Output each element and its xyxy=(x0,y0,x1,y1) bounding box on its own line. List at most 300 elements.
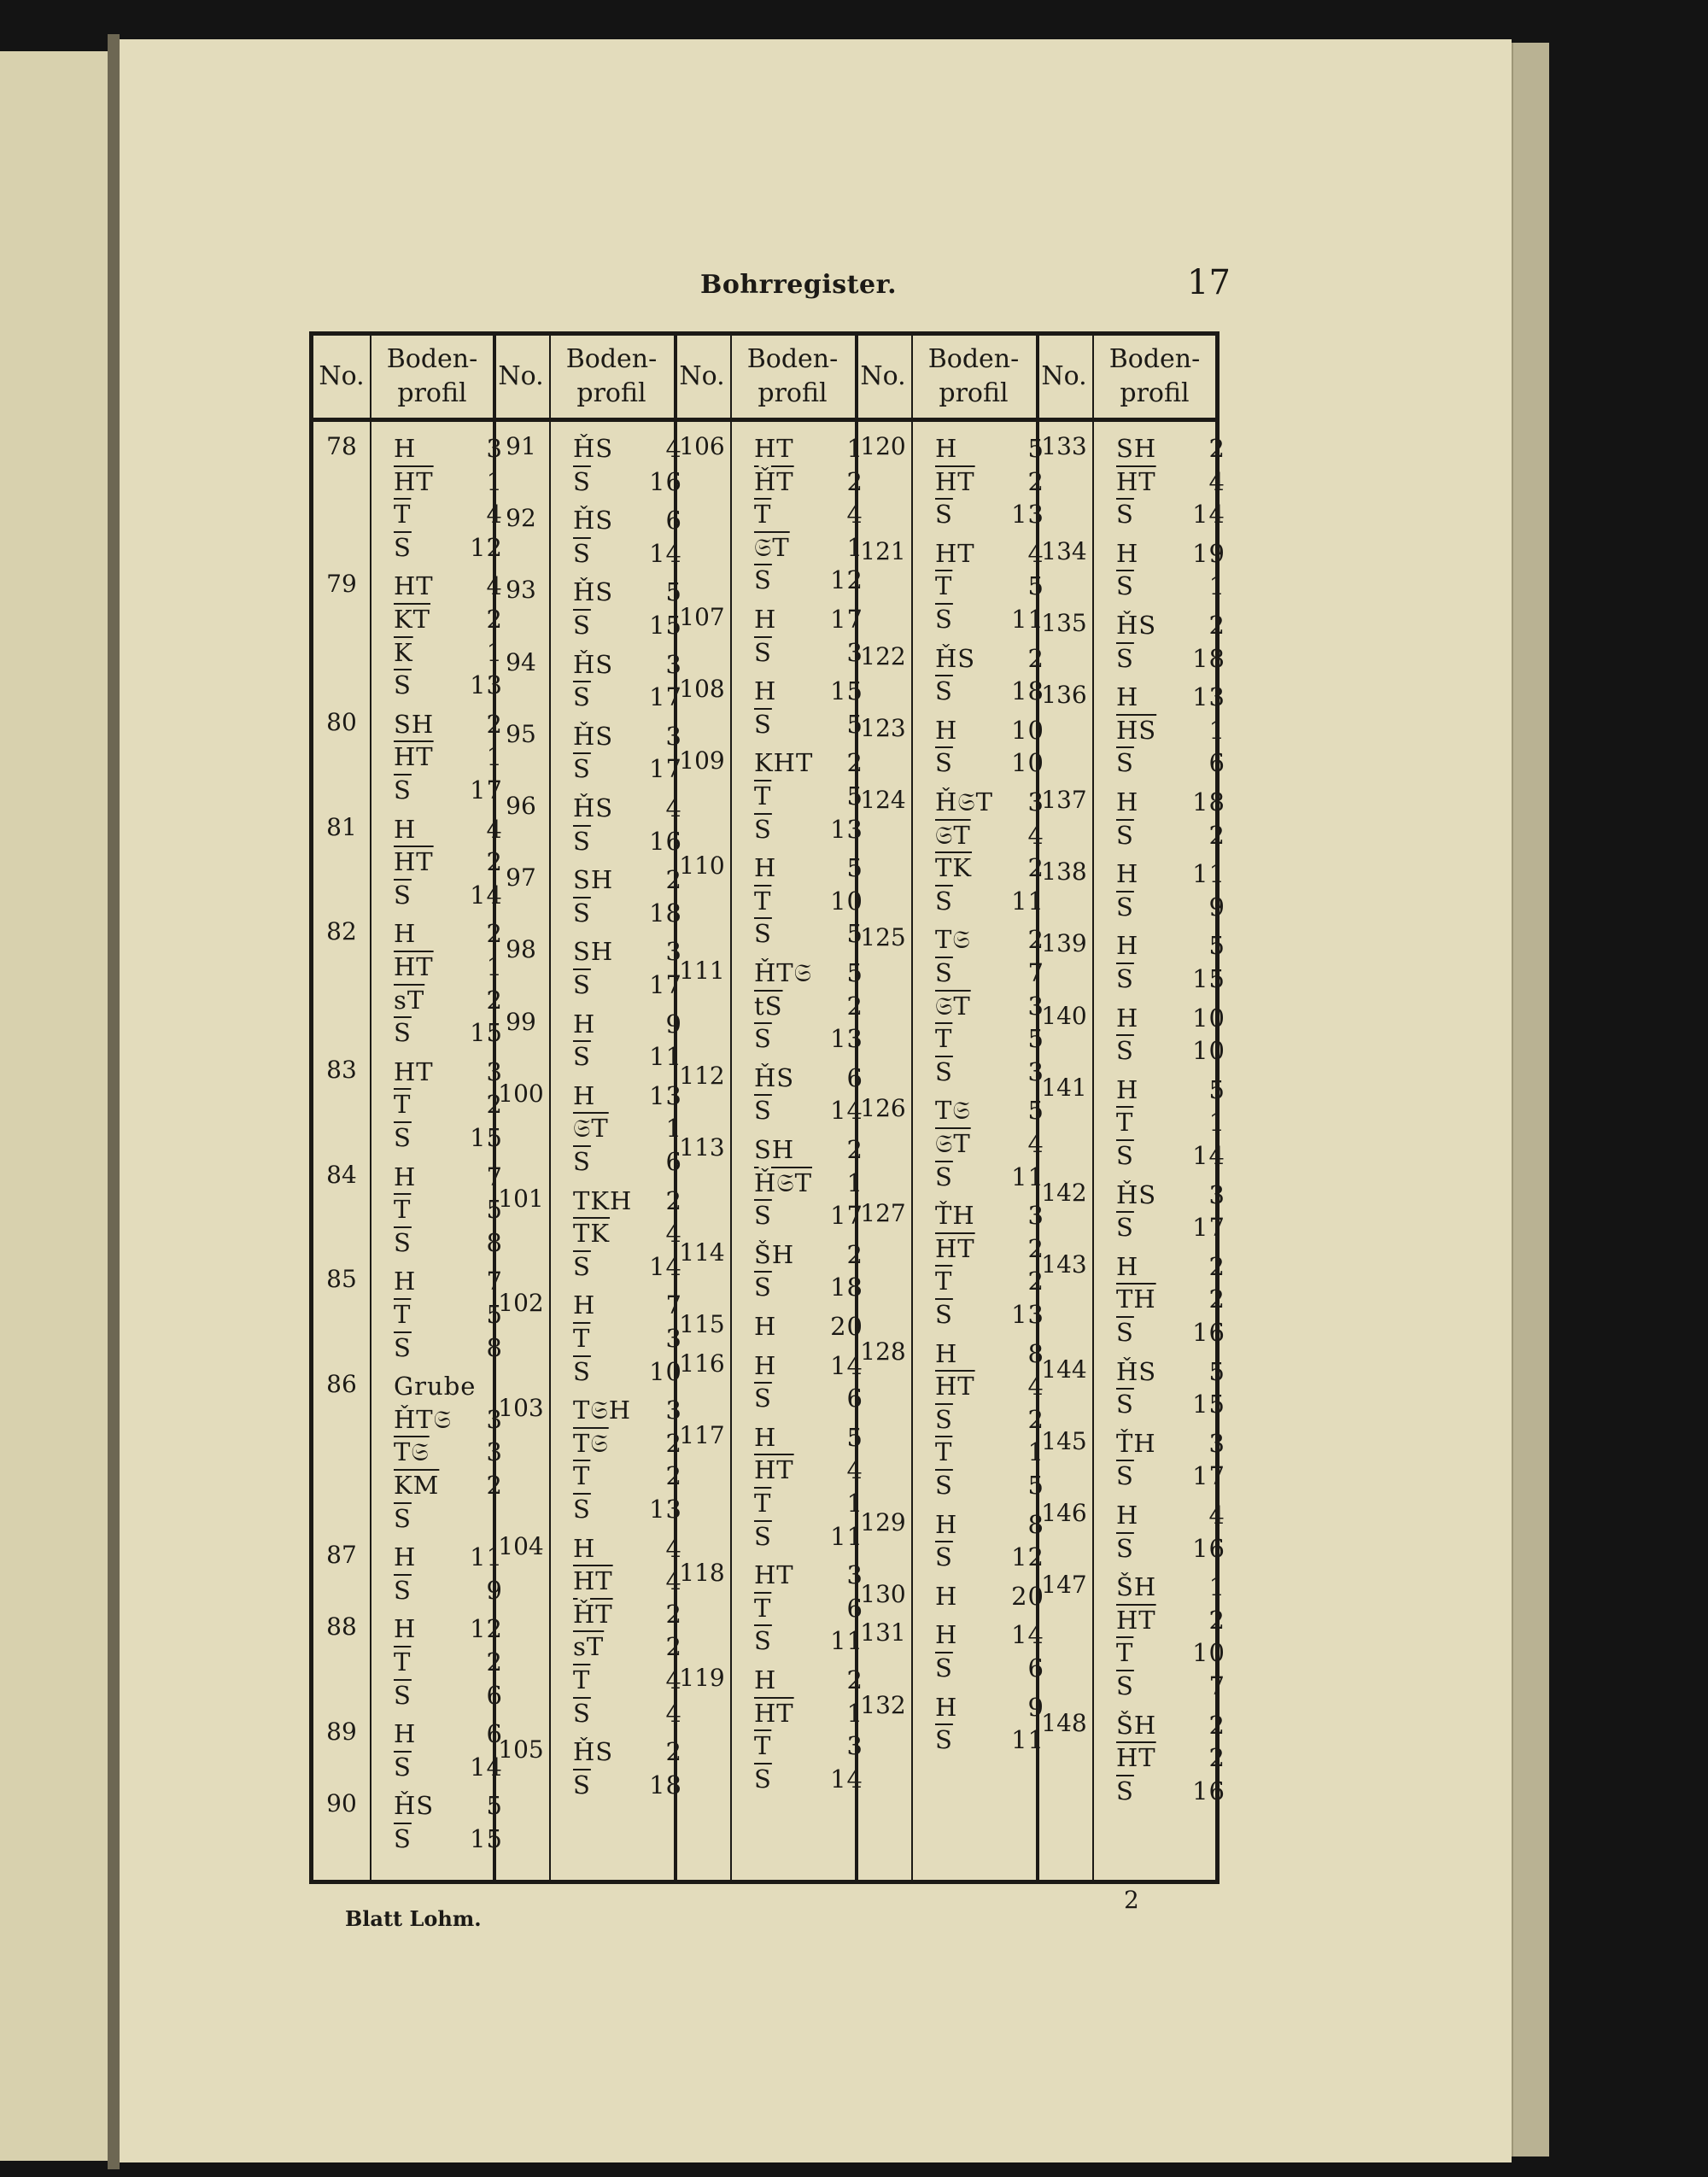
soil-code: $\overline{S}$ xyxy=(754,919,772,949)
profile-layer xyxy=(1116,714,1225,747)
profile-layer xyxy=(573,1664,682,1697)
layer-thickness: 5 xyxy=(846,709,863,739)
soil-profile xyxy=(1116,1571,1225,1702)
bore-number: 135 xyxy=(1041,609,1087,637)
no-divider xyxy=(1092,336,1094,1880)
page-number: 17 xyxy=(1187,263,1231,302)
layer-thickness: 15 xyxy=(830,676,863,706)
layer-thickness: 14 xyxy=(1192,1140,1225,1170)
page-title: Bohrregister. xyxy=(700,270,898,300)
profile-layer xyxy=(573,1289,682,1322)
soil-profile xyxy=(754,1349,863,1415)
no-divider xyxy=(370,336,371,1880)
profile-layer xyxy=(1116,1775,1225,1808)
layer-thickness: 5 xyxy=(846,781,863,811)
profile-layer xyxy=(394,1718,503,1751)
layer-thickness: 2 xyxy=(665,1461,682,1491)
layer-thickness: 14 xyxy=(649,538,682,568)
profile-layer xyxy=(1116,1139,1225,1173)
profile-layer xyxy=(1116,681,1225,714)
profile-layer xyxy=(573,465,682,499)
bore-number: 126 xyxy=(860,1094,906,1123)
soil-code: $\overline{ȞT}$ xyxy=(573,1599,613,1629)
layer-thickness: 2 xyxy=(1208,1251,1225,1281)
profile-layer xyxy=(1116,963,1225,996)
soil-profile xyxy=(573,432,682,498)
soil-code: $\overline{S}$ xyxy=(935,1299,953,1329)
profile-layer xyxy=(754,990,863,1023)
profile-layer xyxy=(573,432,682,465)
soil-code: $\overline{S}$ xyxy=(394,670,412,700)
layer-thickness: 4 xyxy=(1027,1372,1044,1402)
layer-thickness: 1 xyxy=(846,1488,863,1518)
soil-code: $\overline{HT}$ xyxy=(1116,1743,1156,1773)
soil-code: 𝔖T xyxy=(935,820,971,850)
soil-profile xyxy=(394,432,503,564)
soil-code: $\overline{S}$ xyxy=(394,1575,412,1605)
soil-code: ȞS xyxy=(1116,611,1157,640)
soil-code: $\overline{T}$ xyxy=(754,1731,772,1761)
profile-layer xyxy=(1116,1283,1225,1316)
bore-number: 79 xyxy=(326,570,357,599)
profile-layer xyxy=(573,792,682,825)
profile-layer xyxy=(573,1185,682,1218)
bore-number: 108 xyxy=(679,675,725,704)
bore-number: 91 xyxy=(506,432,536,460)
bore-number: 89 xyxy=(326,1718,357,1747)
soil-profile xyxy=(1116,786,1225,851)
profile-layer xyxy=(394,1823,503,1856)
profile-layer xyxy=(1116,570,1225,603)
soil-code: SH xyxy=(573,865,614,895)
profile-layer xyxy=(1116,642,1225,676)
soil-code: $\overline{S}$ xyxy=(935,1725,953,1755)
profile-layer xyxy=(394,1751,503,1784)
soil-code: H xyxy=(1116,538,1139,568)
bore-number: 84 xyxy=(326,1160,357,1189)
soil-code: $\overline{T}$ xyxy=(935,1024,953,1054)
soil-code: HT xyxy=(754,434,794,463)
soil-code: $\overline{S}$ xyxy=(573,826,591,856)
layer-thickness: 6 xyxy=(665,1146,682,1176)
profile-layer xyxy=(1116,746,1225,780)
soil-code: $\overline{S}$ xyxy=(935,957,953,987)
layer-thickness: 4 xyxy=(1027,1128,1044,1158)
soil-profile xyxy=(1116,1074,1225,1173)
profile-layer xyxy=(573,720,682,753)
profile-layer xyxy=(754,813,863,846)
profile-layer xyxy=(754,1271,863,1304)
no-divider xyxy=(730,336,732,1880)
layer-thickness: 2 xyxy=(1027,853,1044,883)
layer-thickness: 15 xyxy=(470,1823,503,1853)
soil-code: H xyxy=(754,1350,777,1380)
bore-number: 127 xyxy=(860,1199,906,1228)
layer-thickness: 10 xyxy=(830,886,863,916)
profile-layer xyxy=(754,675,863,708)
soil-code: H xyxy=(754,853,777,883)
profile-layer xyxy=(573,863,682,897)
profile-layer xyxy=(754,780,863,813)
bore-number: 88 xyxy=(326,1612,357,1642)
layer-thickness: 7 xyxy=(486,1267,503,1296)
soil-code: $\overline{S}$ xyxy=(573,1251,591,1281)
layer-thickness: 8 xyxy=(486,1332,503,1362)
soil-code: H xyxy=(754,1312,777,1341)
layer-thickness: 3 xyxy=(846,1560,863,1590)
profile-layer xyxy=(935,851,1044,885)
profile-layer xyxy=(394,531,503,565)
layer-thickness: 5 xyxy=(1027,571,1044,601)
layer-thickness: 11 xyxy=(1011,886,1044,916)
soil-code: $\overline{HT}$ xyxy=(573,1566,613,1596)
layer-thickness: 14 xyxy=(830,1350,863,1380)
profile-layer xyxy=(1116,1670,1225,1703)
profile-layer xyxy=(935,1541,1044,1574)
soil-code: T𝔖H xyxy=(573,1396,631,1425)
layer-thickness: 15 xyxy=(470,1122,503,1152)
soil-code: H xyxy=(935,1581,958,1611)
profile-layer xyxy=(754,746,863,780)
profile-layer xyxy=(1116,1709,1225,1742)
layer-thickness: 6 xyxy=(665,506,682,535)
soil-code: ȞS xyxy=(935,643,976,673)
layer-thickness: 2 xyxy=(486,847,503,877)
profile-layer xyxy=(573,1080,682,1113)
profile-layer xyxy=(573,825,682,858)
soil-code: $\overline{TK}$ xyxy=(573,1219,611,1249)
layer-thickness: 17 xyxy=(470,775,503,805)
soil-code: $\overline{T}$ xyxy=(754,781,772,811)
bore-number: 94 xyxy=(506,647,536,676)
soil-profile xyxy=(935,1691,1044,1757)
layer-thickness: 1 xyxy=(846,532,863,562)
bore-number: 99 xyxy=(506,1007,536,1036)
header-soil-profile: Boden- profil xyxy=(746,343,839,408)
profile-layer xyxy=(394,1646,503,1679)
soil-profile xyxy=(1116,609,1225,675)
layer-thickness: 10 xyxy=(1192,1036,1225,1066)
soil-code: $\overline{S}$ xyxy=(935,1653,953,1682)
profile-layer xyxy=(935,1298,1044,1331)
bore-register-table xyxy=(309,331,1225,1884)
profile-layer xyxy=(754,851,863,885)
bore-number: 110 xyxy=(679,851,725,881)
soil-code: $\overline{S}$ xyxy=(573,1494,591,1524)
soil-profile xyxy=(935,1618,1044,1684)
profile-layer xyxy=(754,1664,863,1697)
bore-number: 141 xyxy=(1041,1073,1087,1102)
bore-number: 106 xyxy=(679,432,725,460)
soil-code: $\overline{T}$ xyxy=(754,886,772,916)
soil-code: $\overline{S}$ xyxy=(754,1521,772,1551)
profile-layer xyxy=(754,1624,863,1658)
bore-number: 78 xyxy=(326,432,357,460)
bore-number: 96 xyxy=(506,792,536,820)
soil-code: $\overline{S}$ xyxy=(935,676,953,706)
profile-layer xyxy=(754,564,863,597)
register-column xyxy=(1036,422,1225,1880)
layer-thickness: 2 xyxy=(486,919,503,949)
soil-code: $\overline{HT}$ xyxy=(394,466,434,496)
layer-thickness: 6 xyxy=(1027,1653,1044,1682)
layer-thickness: 19 xyxy=(1192,538,1225,568)
profile-layer xyxy=(754,1238,863,1272)
soil-code: H xyxy=(1116,1501,1139,1530)
profile-layer xyxy=(1116,465,1225,499)
layer-thickness: 2 xyxy=(486,1470,503,1500)
layer-thickness: 2 xyxy=(1027,1267,1044,1296)
soil-code: ȞS xyxy=(754,1062,795,1092)
layer-thickness: 1 xyxy=(846,1168,863,1197)
bore-number: 93 xyxy=(506,576,536,605)
soil-code: ȞS xyxy=(573,721,614,751)
soil-profile xyxy=(754,957,863,1056)
soil-profile xyxy=(1116,1427,1225,1493)
layer-thickness: 4 xyxy=(846,500,863,530)
soil-code: SH xyxy=(1116,434,1157,463)
profile-layer xyxy=(754,1520,863,1554)
profile-layer xyxy=(754,1559,863,1592)
layer-thickness: 18 xyxy=(649,898,682,928)
bore-number: 139 xyxy=(1041,929,1087,958)
profile-layer xyxy=(573,1735,682,1769)
soil-profile xyxy=(573,1735,682,1801)
soil-profile xyxy=(573,792,682,857)
layer-thickness: 11 xyxy=(830,1521,863,1551)
layer-thickness: 3 xyxy=(1027,787,1044,816)
profile-layer xyxy=(394,1789,503,1823)
layer-thickness: 5 xyxy=(1208,1356,1225,1386)
profile-layer xyxy=(935,1161,1044,1194)
layer-thickness: 3 xyxy=(1027,991,1044,1021)
bore-number: 81 xyxy=(326,812,357,841)
profile-layer xyxy=(935,957,1044,990)
soil-code: H xyxy=(754,1422,777,1452)
soil-code: $\overline{T}$ xyxy=(573,1665,591,1694)
bore-number: 118 xyxy=(679,1559,725,1588)
soil-code: H xyxy=(935,1620,958,1650)
layer-thickness: 16 xyxy=(1192,1317,1225,1347)
bore-number: 147 xyxy=(1041,1571,1087,1600)
layer-thickness: 2 xyxy=(1208,1285,1225,1314)
layer-thickness: 2 xyxy=(1208,820,1225,850)
profile-layer xyxy=(935,1022,1044,1056)
layer-thickness: 1 xyxy=(846,434,863,463)
profile-layer xyxy=(754,531,863,565)
soil-code: T𝔖 xyxy=(935,1096,971,1126)
profile-layer xyxy=(1116,786,1225,819)
soil-profile xyxy=(573,720,682,786)
header-no: No. xyxy=(319,360,365,391)
layer-thickness: 9 xyxy=(1027,1692,1044,1722)
profile-layer xyxy=(1116,1571,1225,1604)
soil-profile xyxy=(754,1238,863,1304)
soil-code: H xyxy=(1116,682,1139,712)
bore-number: 123 xyxy=(860,713,906,742)
profile-layer xyxy=(394,498,503,531)
profile-layer xyxy=(1116,432,1225,465)
soil-code: $\overline{S}$ xyxy=(573,1042,591,1072)
profile-layer xyxy=(394,740,503,774)
layer-thickness: 2 xyxy=(1027,1233,1044,1263)
profile-layer xyxy=(935,786,1044,819)
soil-profile xyxy=(935,432,1044,531)
profile-layer xyxy=(1116,1355,1225,1389)
soil-code: $\overline{KM}$ xyxy=(394,1470,440,1500)
soil-profile xyxy=(1116,681,1225,780)
soil-code: $\overline{S}$ xyxy=(754,1384,772,1413)
layer-thickness: 11 xyxy=(1011,604,1044,634)
soil-code: H xyxy=(394,1614,417,1644)
bore-number: 146 xyxy=(1041,1499,1087,1527)
layer-thickness: 8 xyxy=(486,1227,503,1257)
soil-code: $\overline{S}$ xyxy=(1116,643,1134,673)
soil-code: $\overline{S}$ xyxy=(935,748,953,778)
layer-thickness: 4 xyxy=(665,1219,682,1249)
soil-profile xyxy=(573,576,682,641)
layer-thickness: 15 xyxy=(1192,963,1225,993)
bore-number: 116 xyxy=(679,1349,725,1378)
soil-code: $\overline{S}$ xyxy=(394,1227,412,1257)
soil-code: ŠH xyxy=(1116,1572,1157,1602)
bore-number: 121 xyxy=(860,536,906,565)
header-soil-profile: Boden- profil xyxy=(927,343,1020,408)
soil-code: ȞT𝔖 xyxy=(394,1404,452,1434)
soil-profile xyxy=(1116,1709,1225,1808)
layer-thickness: 5 xyxy=(1208,931,1225,961)
profile-layer xyxy=(935,603,1044,636)
layer-thickness: 3 xyxy=(665,721,682,751)
layer-thickness: 2 xyxy=(846,1665,863,1694)
soil-code: ȞS xyxy=(394,1791,435,1821)
profile-layer xyxy=(573,1040,682,1074)
layer-thickness: 2 xyxy=(665,865,682,895)
soil-code: $\overline{T}$ xyxy=(394,500,412,530)
layer-thickness: 4 xyxy=(1027,820,1044,850)
profile-layer xyxy=(573,1493,682,1526)
layer-thickness: 11 xyxy=(830,1626,863,1656)
soil-profile xyxy=(573,504,682,570)
soil-code: $\overline{tS}$ xyxy=(754,991,783,1021)
layer-thickness: 10 xyxy=(1011,748,1044,778)
layer-thickness: 6 xyxy=(846,1384,863,1413)
column-divider xyxy=(493,336,496,1880)
layer-thickness: 6 xyxy=(486,1680,503,1710)
layer-thickness: 4 xyxy=(1027,538,1044,568)
layer-thickness: 1 xyxy=(665,1114,682,1144)
soil-profile xyxy=(1116,929,1225,995)
layer-thickness: 2 xyxy=(665,1599,682,1629)
soil-code: $\overline{S}$ xyxy=(1116,1317,1134,1347)
soil-code: $\overline{S}$ xyxy=(1116,1140,1134,1170)
layer-thickness: 20 xyxy=(1011,1581,1044,1611)
soil-code: ȞS xyxy=(573,577,614,607)
layer-thickness: 9 xyxy=(1208,892,1225,922)
profile-layer xyxy=(754,1022,863,1056)
soil-code: $\overline{S}$ xyxy=(394,880,412,910)
header-soil-profile: Boden- profil xyxy=(1108,343,1201,408)
bore-number: 122 xyxy=(860,641,906,670)
layer-thickness: 5 xyxy=(1208,1074,1225,1104)
soil-code: $\overline{S}$ xyxy=(1116,1776,1134,1805)
layer-thickness: 13 xyxy=(470,670,503,700)
profile-layer xyxy=(573,1565,682,1598)
profile-layer xyxy=(1116,1316,1225,1349)
layer-thickness: 2 xyxy=(1027,466,1044,496)
profile-layer xyxy=(935,1469,1044,1502)
profile-layer xyxy=(754,1382,863,1415)
profile-layer xyxy=(1116,929,1225,963)
soil-code: H xyxy=(1116,859,1139,889)
profile-layer xyxy=(754,1133,863,1167)
layer-thickness: 3 xyxy=(1208,1428,1225,1458)
soil-profile xyxy=(394,1612,503,1712)
profile-layer xyxy=(394,1612,503,1646)
profile-layer xyxy=(935,1232,1044,1266)
left-page-edge xyxy=(0,51,111,2161)
profile-layer xyxy=(1116,1388,1225,1421)
layer-thickness: 3 xyxy=(486,1437,503,1467)
soil-code: $\overline{S}$ xyxy=(754,1626,772,1656)
profile-layer xyxy=(394,636,503,670)
layer-thickness: 18 xyxy=(830,1273,863,1302)
profile-layer xyxy=(573,897,682,930)
profile-layer xyxy=(573,504,682,537)
profile-layer xyxy=(754,957,863,990)
bore-number: 86 xyxy=(326,1370,357,1399)
soil-code: $\overline{S}$ xyxy=(1116,1533,1134,1563)
soil-code: T𝔖 xyxy=(573,1428,609,1458)
soil-code: HT xyxy=(935,538,975,568)
soil-code: ŤH xyxy=(935,1201,975,1231)
soil-code: ȞS xyxy=(573,649,614,679)
layer-thickness: 4 xyxy=(665,1665,682,1694)
layer-thickness: 4 xyxy=(486,571,503,601)
soil-code: H xyxy=(935,715,958,745)
profile-layer xyxy=(573,1460,682,1493)
layer-thickness: 6 xyxy=(486,1719,503,1749)
soil-profile xyxy=(754,432,863,597)
soil-code: $\overline{S}$ xyxy=(394,1752,412,1782)
layer-thickness: 1 xyxy=(486,466,503,496)
layer-thickness: 1 xyxy=(486,637,503,667)
soil-code: $\overline{S}$ xyxy=(935,1056,953,1086)
profile-layer xyxy=(573,935,682,969)
profile-layer xyxy=(935,1127,1044,1161)
profile-layer xyxy=(394,1574,503,1607)
soil-profile xyxy=(754,1062,863,1127)
soil-code: 𝔖T xyxy=(935,1128,971,1158)
profile-layer xyxy=(754,465,863,499)
soil-code: $\overline{S}$ xyxy=(1116,1671,1134,1700)
profile-layer xyxy=(573,1598,682,1631)
soil-code: $\overline{S}$ xyxy=(754,1024,772,1054)
layer-thickness: 3 xyxy=(486,1056,503,1086)
soil-profile xyxy=(573,1080,682,1179)
profile-layer xyxy=(573,1769,682,1802)
bore-number: 112 xyxy=(679,1061,725,1090)
soil-code: Ȟ𝔖T xyxy=(935,787,993,816)
profile-layer xyxy=(394,1436,503,1469)
layer-thickness: 2 xyxy=(1208,1605,1225,1635)
column-divider xyxy=(674,336,677,1880)
layer-thickness: 16 xyxy=(1192,1776,1225,1805)
layer-thickness: 5 xyxy=(1027,434,1044,463)
bore-number: 130 xyxy=(860,1579,906,1608)
layer-thickness: 2 xyxy=(846,748,863,778)
profile-layer xyxy=(573,681,682,714)
